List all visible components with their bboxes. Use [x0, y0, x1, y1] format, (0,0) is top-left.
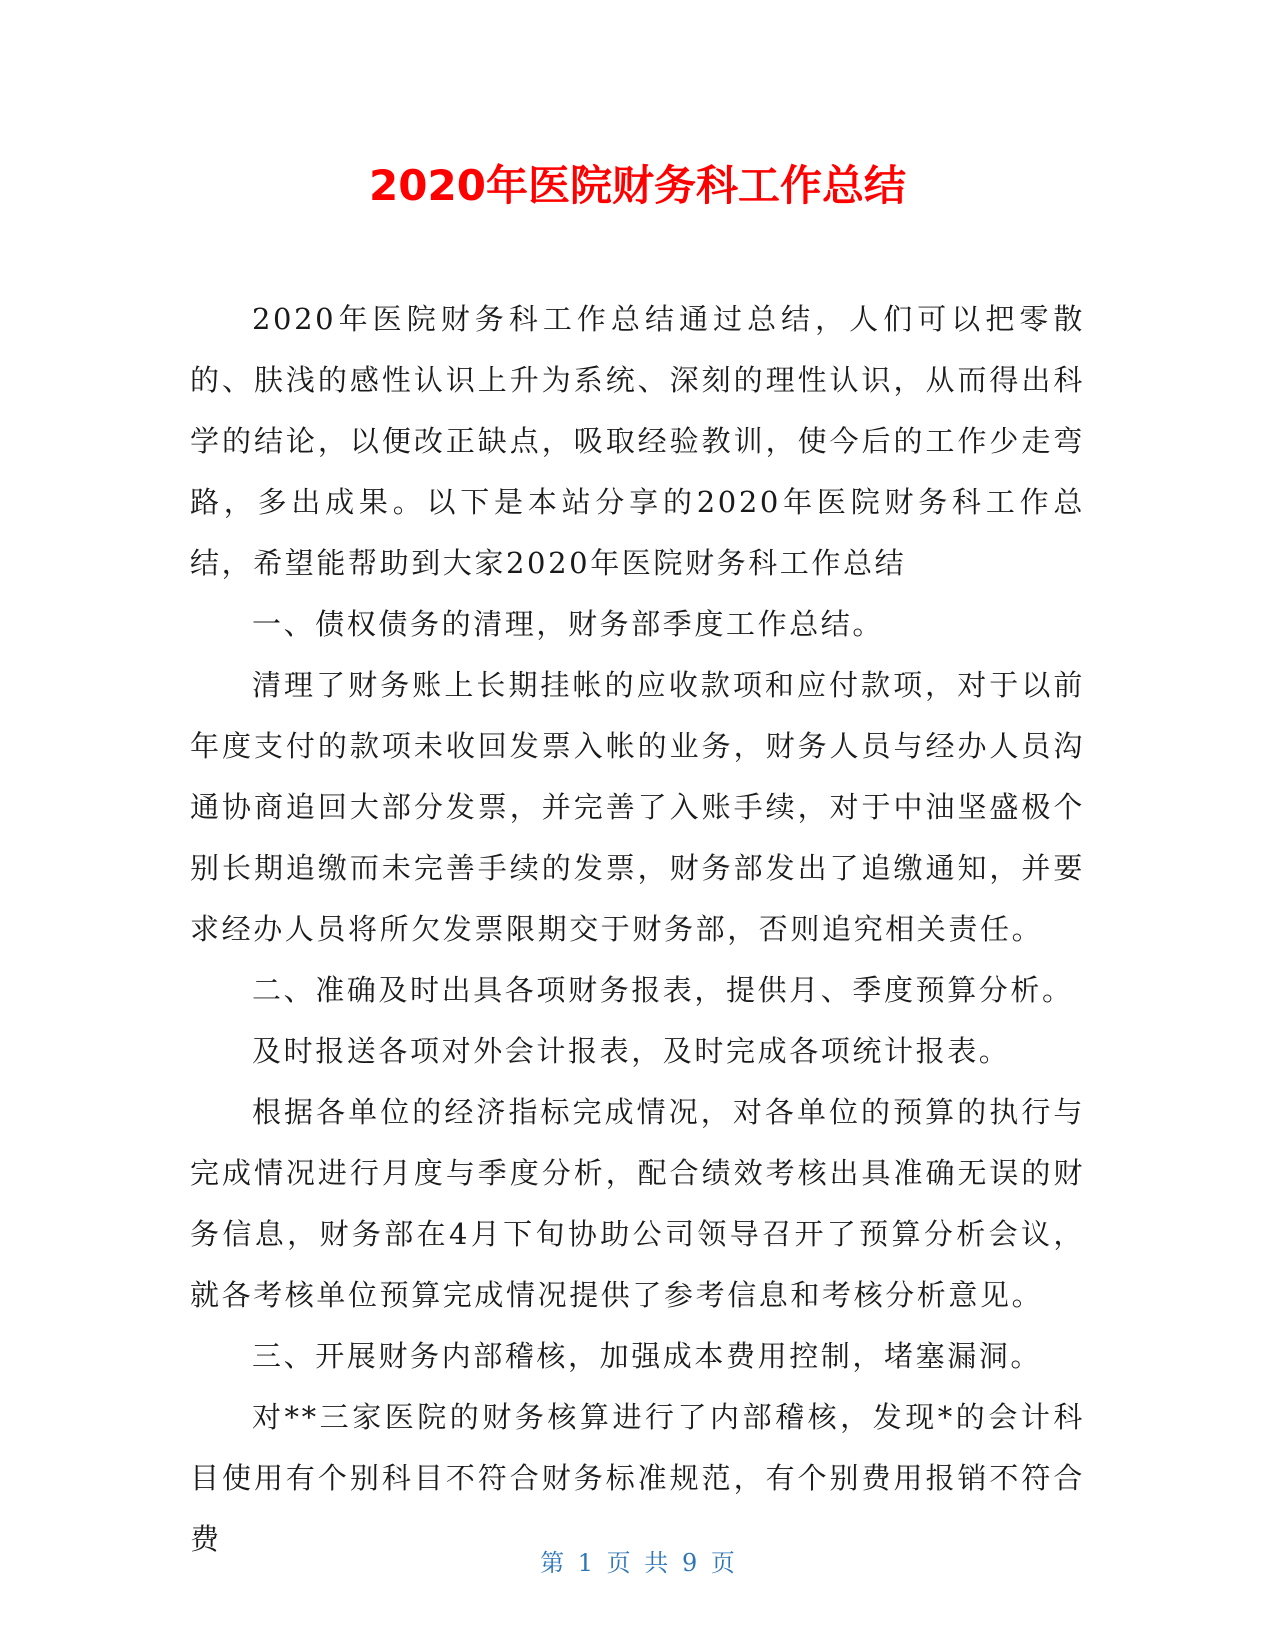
document-title: 2020年医院财务科工作总结 [369, 161, 906, 210]
document-body [190, 289, 1085, 1570]
paragraph-debt-cleanup: 清理了财务账上长期挂帐的应收款项和应付款项，对于以前年度支付的款项未收回发票入帐的业务，财务人员与经办人员沟通协商追回大部分发票，并完善了入账手续，对于中油坚盛极个别长期追缴而未完善手续的发票，财务部发出了追缴通知，并要求经办人员将所欠发票限期交于财务部，否则追究相关责任。 [190, 668, 1085, 946]
paragraph-heading-3: 三、开展财务内部稽核，加强成本费用控制，堵塞漏洞。 [252, 1339, 1043, 1373]
paragraph-budget-analysis: 根据各单位的经济指标完成情况，对各单位的预算的执行与完成情况进行月度与季度分析，配合绩效考核出具准确无误的财务信息，财务部在4月下旬协助公司领导召开了预算分析会议，就各考核单位预算完成情况提供了参考信息和考核分析意见。 [190, 1095, 1085, 1312]
paragraph-heading-1: 一、债权债务的清理，财务部季度工作总结。 [252, 607, 885, 641]
paragraph-heading-2: 二、准确及时出具各项财务报表，提供月、季度预算分析。 [252, 973, 1074, 1007]
paragraph-intro: 2020年医院财务科工作总结通过总结，人们可以把零散的、肤浅的感性认识上升为系统、深刻的理性认识，从而得出科学的结论，以便改正缺点，吸取经验教训，使今后的工作少走弯路，多出成果。以下是本站分享的2020年医院财务科工作总结，希望能帮助到大家2020年医院财务科工作总结 [190, 302, 1085, 580]
paragraph-internal-audit: 对**三家医院的财务核算进行了内部稽核，发现*的会计科目使用有个别科目不符合财务标准规范，有个别费用报销不符合费 [190, 1400, 1085, 1556]
paragraph-reports: 及时报送各项对外会计报表，及时完成各项统计报表。 [252, 1034, 1011, 1068]
page-number-footer: 第 1 页 共 9 页 [540, 1549, 735, 1577]
